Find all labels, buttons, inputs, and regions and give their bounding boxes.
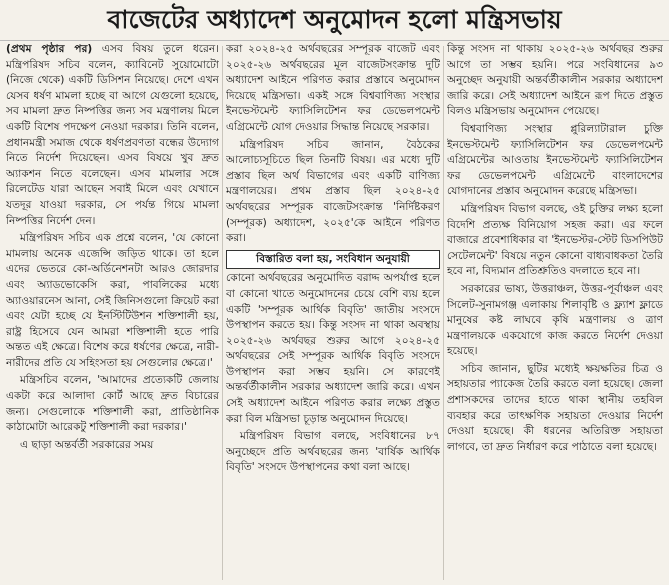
article-column-3 — [447, 42, 663, 582]
paragraph-text: এসব বিষয় তুলে ধরেন। মন্ত্রিপরিষদ সচিব বলেন, ক্যাবিনেট সুয়োমোটো (নিজে থেকে) একটি ডিসিশন নিয়েছে। দেশে এখন যেসব ধর্ষণ মামলা হচ্ছে বা আগে যেগুলো হয়েছে, সব মামলা দ্রুত নিষ্পত্তির জন্য সব মন্ত্রণালয় মিলে একটি বিশেষ পদক্ষেপ নেওয়া দরকার। তিনি বলেন, প্রধানমন্ত্রী সমাজ থেকে ধর্ষণপ্রবণতা বন্ধের উদ্যোগ নিতে নির্দেশ দিয়েছেন। এসব বিষয়ে খুব দ্রুত অ্যাকশন নিতে বলেছেন। এসব মামলার সঙ্গে রিলেটেড যারা আছেন সবাই মিলে এবং যেখানে যতদূর যাওয়া দরকার, সে পর্যন্ত গিয়ে মামলা নিষ্পত্তির নির্দেশ দেন। — [6, 43, 219, 227]
paragraph: মন্ত্রিপরিষদ সচিব জানান, বৈঠকের আলোচ্যসূচিতে ছিল তিনটি বিষয়। এর মধ্যে দুটি প্রস্তাব ছিল অর্থ বিভাগের এবং একটি বাণিজ্য মন্ত্রণালয়ের। প্রথম প্রস্তাব ছিল ২০২৪-২৫ অর্থবছরের সম্পূরক বাজেটসংক্রান্ত 'নির্দিষ্টকরণ (সম্পূরক) অধ্যাদেশ, ২০২৫'কে আইনে পরিণত করা। — [226, 138, 440, 245]
paragraph: মন্ত্রিপরিষদ সচিব এক প্রশ্নে বলেন, 'যে কোনো মামলায় অনেক এজেন্সি জড়িত থাকে। তা হলে এদের ভেতরে কো-অর্ডিনেশনটা আরও জোরদার এবং অ্যাডভোকেসি করা, পাবলিকের মধ্যে অ্যাওয়ারনেস আনা, সেই জিনিসগুলো ক্রিয়েট করা এবং যেটা হচ্ছে যে ইনস্টিটিউশন শক্তিশালী হয়, রাষ্ট্র হিসেবে যেন আমরা শক্তিশালী হতে পারি অন্তত এই ক্ষেত্রে। বিশেষ করে ধর্ষণের ক্ষেত্রে, নারী-নারীদের প্রতি যে সহিংসতা হয় সেগুলোর ক্ষেত্রে।' — [6, 232, 219, 369]
paragraph: মন্ত্রিপরিষদ বিভাগ বলছে, ওই চুক্তির লক্ষ্য হলো বিদেশি প্রত্যক্ষ বিনিয়োগ সহজ করা। এর ফলে বাজারে প্রবেশাধিকার বা 'ইনভেস্টর-স্টেট ডিসপিউট সেটেলমেন্ট' বিষয়ে নতুন কোনো বাধ্যবাধকতা তৈরি হবে না, বিদ্যমান প্রতিশ্রুতিও বদলাতে হবে না। — [447, 202, 663, 278]
article-column-2 — [226, 42, 440, 582]
paragraph: এ ছাড়া অন্তর্বর্তী সরকারের সময় — [20, 438, 154, 451]
column-divider — [443, 46, 444, 580]
headline: বাজেটের অধ্যাদেশ অনুমোদন হলো মন্ত্রিসভায় — [0, 0, 669, 41]
article-column-1 — [6, 42, 219, 582]
paragraph: কিন্তু সংসদ না থাকায় ২০২৫-২৬ অর্থবছর শুরুর আগে তা সম্ভব হয়নি। পরে সংবিধানের ৯৩ অনুচ্ছেদ অনুযায়ী অন্তর্বর্তীকালীন সরকার অধ্যাদেশ জারি করে। সেই অধ্যাদেশ আইনে রূপ দিতে প্রস্তুত বিলও মন্ত্রিসভায় অনুমোদন পেয়েছে। — [447, 43, 663, 118]
paragraph: মন্ত্রিপরিষদ বিভাগ বলছে, সংবিধানের ৮৭ অনুচ্ছেদে প্রতি অর্থবছরের জন্য 'বার্ষিক আর্থিক বিবৃতি' সংসদে উপস্থাপনের কথা বলা আছে। — [226, 430, 440, 474]
continued-from-label: (প্রথম পৃষ্ঠার পর) — [6, 43, 93, 55]
paragraph: মন্ত্রিসচিব বলেন, 'আমাদের প্রত্যেকটি জেলায় একটা করে আলাদা কোর্ট আছে দ্রুত বিচারের জন্য। সেগুলোকে শক্তিশালী করা, প্রাতিষ্ঠানিক কাঠামোটা আরেকটু শক্তিশালী করা দরকার।' — [6, 374, 219, 434]
boxed-subhead: বিস্তারিত বলা হয়, সংবিধান অনুযায়ী — [226, 250, 440, 270]
paragraph: কোনো অর্থবছরের অনুমোদিত বরাদ্দ অপর্যাপ্ত হলে বা কোনো খাতে অনুমোদনের চেয়ে বেশি ব্যয় হলে একটি 'সম্পূরক আর্থিক বিবৃতি' জাতীয় সংসদে উপস্থাপন করতে হয়। কিন্তু সংসদ না থাকা অবস্থায় ২০২৫-২৬ অর্থবছর শুরুর আগে ২০২৪-২৫ অর্থবছরের সেই সম্পূরক আর্থিক বিবৃতি সংসদে উপস্থাপন করা সম্ভব হয়নি। সে কারণেই অন্তর্বর্তীকালীন সরকার অধ্যাদেশ জারি করে। এখন সেই অধ্যাদেশ আইনে পরিণত করার লক্ষ্যে প্রস্তুত করা বিল মন্ত্রিসভা চূড়ান্ত অনুমোদন দিয়েছে। — [226, 272, 440, 425]
column-divider — [222, 46, 223, 580]
paragraph: সচিব জানান, ছুটির মধ্যেই ক্ষয়ক্ষতির চিত্র ও সহায়তার প্যাকেজ তৈরি করতে বলা হয়েছে। জেলা প্রশাসকদের তাদের হাতে থাকা স্থানীয় তহবিল ব্যবহার করে তাৎক্ষণিক সহায়তা দেওয়ার নির্দেশ দেওয়া হয়েছে। কী ধরনের অতিরিক্ত সহায়তা লাগবে, তা দ্রুত নির্ধারণ করে পাঠাতে বলা হয়েছে। — [447, 362, 663, 453]
paragraph: বিশ্ববাণিজ্য সংস্থার প্লুরিল্যাটারাল চুক্তি ইনভেস্টমেন্ট ফ্যাসিলিটেশন ফর ডেভেলপমেন্ট এগ্রিমেন্টের আওতায় ইনভেস্টমেন্ট ফ্যাসিলিটেশন ফর ডেভেলপমেন্ট এগ্রিমেন্টে বাংলাদেশের যোগদানের প্রস্তাব অনুমোদন করেছে মন্ত্রিসভা। — [447, 122, 663, 198]
paragraph — [6, 42, 219, 229]
paragraph: সরকারের ভাষ্য, উত্তরাঞ্চল, উত্তর-পূর্বাঞ্চল এবং সিলেট-সুনামগঞ্জ এলাকায় শিলাবৃষ্টি ও ফ্ল্যাশ ফ্লাডে মানুষের কষ্ট লাঘবে কৃষি মন্ত্রণালয় ও ত্রাণ মন্ত্রণালয়কে একযোগে কাজ করতে নির্দেশ দেওয়া হয়েছে। — [447, 282, 663, 358]
paragraph: করা ২০২৪-২৫ অর্থবছরের সম্পূরক বাজেট এবং ২০২৫-২৬ অর্থবছরের মূল বাজেটসংক্রান্ত দুটি অধ্যাদেশ আইনে পরিণত করার প্রস্তাবে অনুমোদন দিয়েছে মন্ত্রিসভা। একই সঙ্গে বিশ্ববাণিজ্য সংস্থার ইনভেস্টমেন্ট ফ্যাসিলিটেশন ফর ডেভেলপমেন্ট এগ্রিমেন্টে যোগ দেওয়ার সিদ্ধান্ত নিয়েছে সরকার। — [226, 43, 440, 133]
